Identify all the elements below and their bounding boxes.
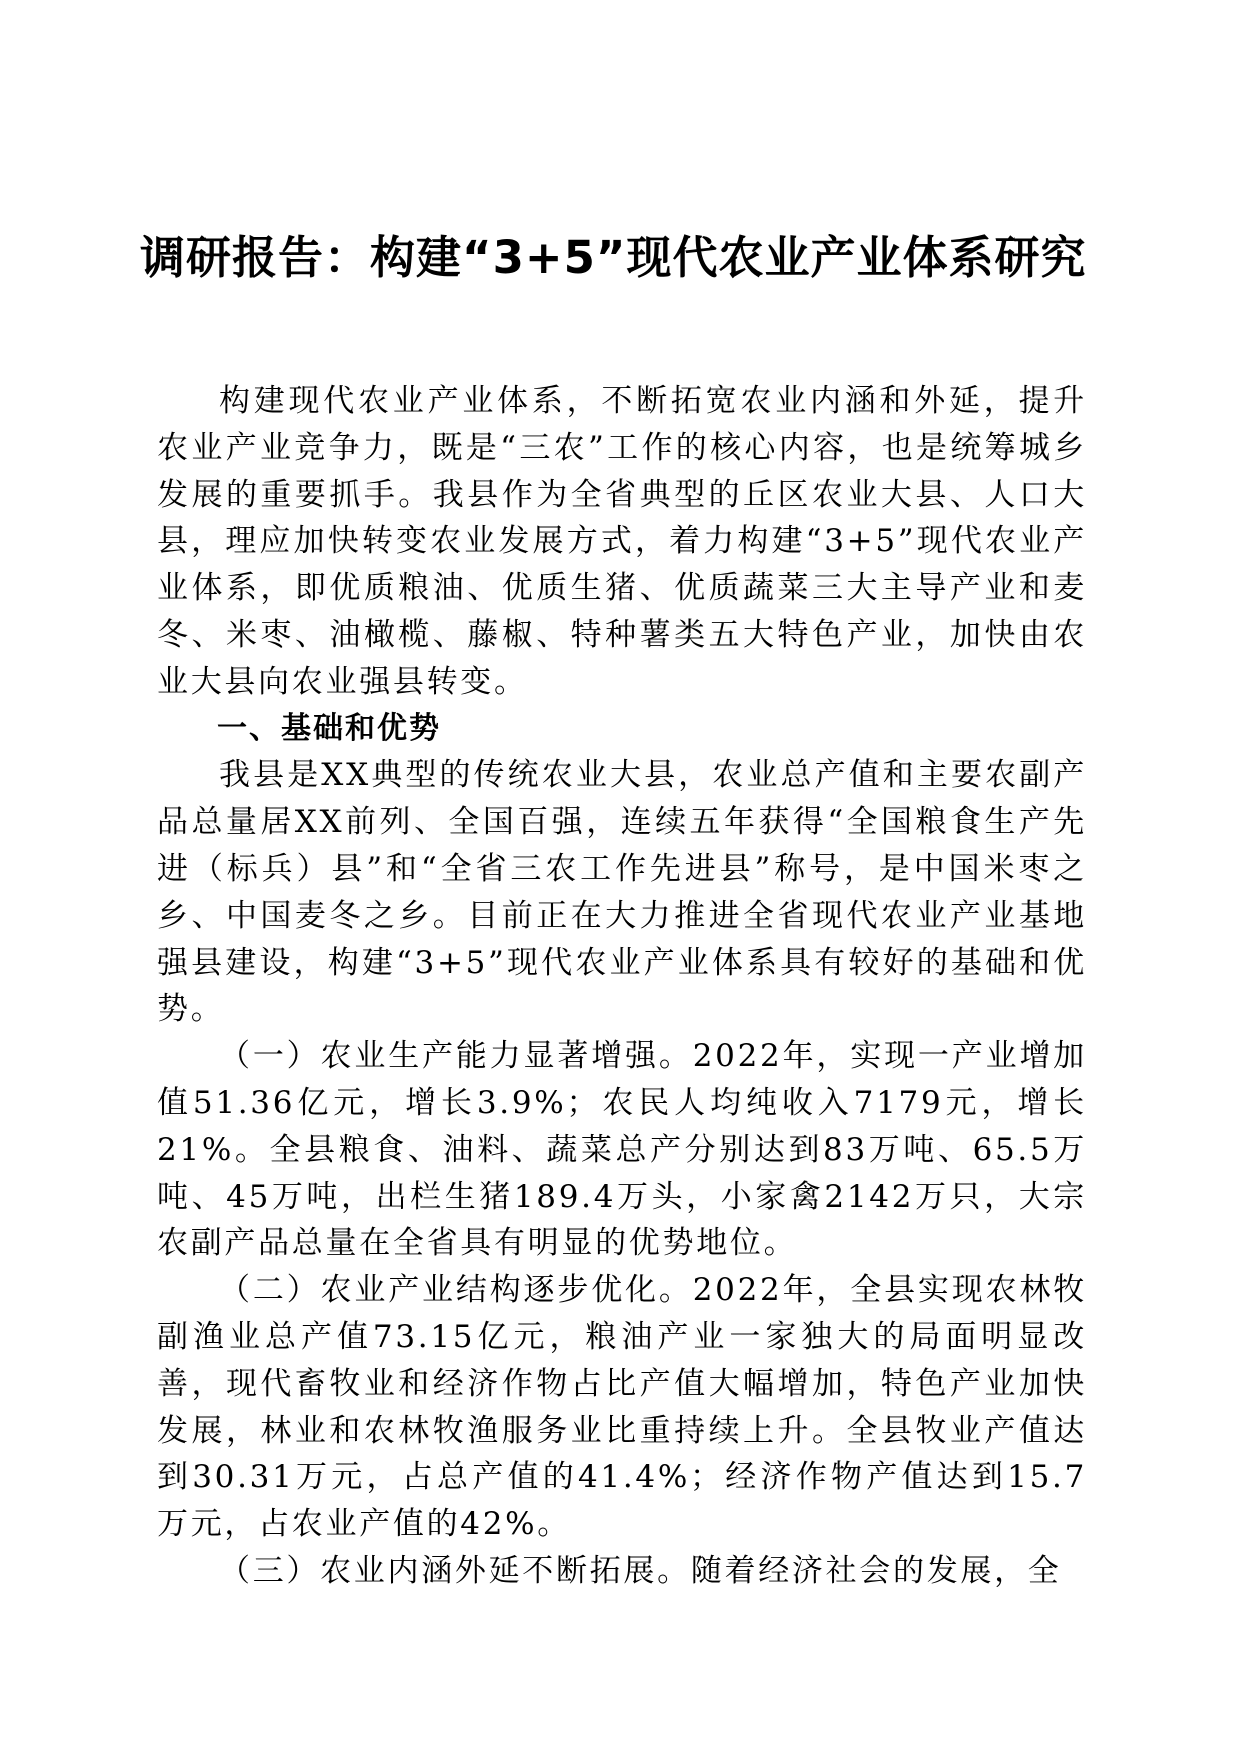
subsection-1 — [157, 1033, 1087, 1267]
subsection-2 — [157, 1267, 1087, 1548]
subsection-2-text: 2022年，全县实现农林牧副渔业总产值73.15亿元，粮油产业一家独大的局面明显改善，现代畜牧业和经济作物占比产值大幅增加，特色产业加快发展，林业和农林牧渔服务业比重持续上升。全县牧业产值达到30.31万元，占总产值的41.4%；经济作物产值达到15.7万元，占农业产值的42%。 — [157, 1272, 1087, 1543]
subsection-1-lead: （一）农业生产能力显著增强。 — [219, 1038, 693, 1075]
section-heading: 一、基础和优势 — [217, 710, 441, 746]
subsection-3 — [157, 1548, 1087, 1595]
subsection-3-lead: （三）农业内涵外延不断拓展。 — [219, 1552, 691, 1589]
subsection-2-lead: （二）农业产业结构逐步优化。 — [219, 1272, 693, 1309]
section-paragraph: 我县是XX典型的传统农业大县，农业总产值和主要农副产品总量居XX前列、全国百强，连续五年获得“全国粮食生产先进（标兵）县”和“全省三农工作先进县”称号，是中国米枣之乡、中国麦冬之乡。目前正在大力推进全省现代农业产业基地强县建设，构建“3+5”现代农业产业体系具有较好的基础和优势。 — [157, 757, 1087, 1028]
document-body — [157, 378, 1087, 1595]
intro-paragraph: 构建现代农业产业体系，不断拓宽农业内涵和外延，提升农业产业竞争力，既是“三农”工作的核心内容，也是统筹城乡发展的重要抓手。我县作为全省典型的丘区农业大县、人口大县，理应加快转变农业发展方式，着力构建“3+5”现代农业产业体系，即优质粮油、优质生猪、优质蔬菜三大主导产业和麦冬、米枣、油橄榄、藤椒、特种薯类五大特色产业，加快由农业大县向农业强县转变。 — [157, 383, 1087, 700]
subsection-1-text: 2022年，实现一产业增加值51.36亿元，增长3.9%；农民人均纯收入7179元，增长21%。全县粮食、油料、蔬菜总产分别达到83万吨、65.5万吨、45万吨，出栏生猪189.4万头，小家禽2142万只，大宗农副产品总量在全省具有明显的优势地位。 — [157, 1038, 1087, 1262]
subsection-3-text: 随着经济社会的发展，全 — [690, 1552, 1062, 1589]
document-title: 调研报告：构建“3+5”现代农业产业体系研究 — [140, 231, 1087, 284]
